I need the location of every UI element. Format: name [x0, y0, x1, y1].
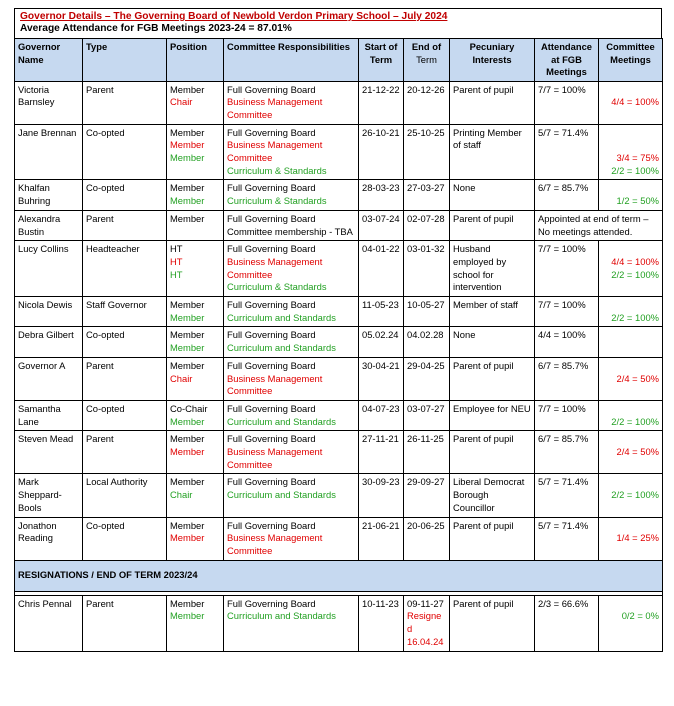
- committee-meetings-line: [602, 182, 659, 195]
- committee-meetings: [599, 297, 663, 327]
- governor-type: Parent: [83, 595, 167, 651]
- governor-committees-line: Curriculum and Standards: [227, 415, 336, 427]
- committee-meetings-line: 2/2 = 100%: [611, 311, 659, 323]
- governor-name: Khalfan Buhring: [15, 180, 83, 210]
- committee-meetings-line: 4/4 = 100%: [611, 96, 659, 108]
- committee-meetings-line: [602, 84, 659, 97]
- pecuniary-interests: Parent of pupil: [450, 210, 535, 240]
- table-row: [15, 517, 663, 560]
- governor-committees: [224, 241, 359, 297]
- fgb-attendance: 2/3 = 66.6%: [535, 595, 599, 651]
- pecuniary-interests: Member of staff: [450, 297, 535, 327]
- governor-committees: [224, 431, 359, 474]
- governor-committees: [224, 357, 359, 400]
- col-header-pecuniary: Pecuniary Interests: [450, 39, 535, 82]
- term-end: 09-11-27 Resigned 16.04.24: [404, 595, 450, 651]
- governor-name: Chris Pennal: [15, 595, 83, 651]
- term-start: 30-09-23: [359, 474, 404, 517]
- document-header: [14, 8, 662, 38]
- fgb-attendance: 7/7 = 100%: [535, 241, 599, 297]
- fgb-attendance: 5/7 = 71.4%: [535, 517, 599, 560]
- governor-position-line: Member: [170, 610, 205, 622]
- resigned-row: [15, 595, 663, 651]
- committee-meetings-line: [602, 403, 659, 416]
- governor-table: [14, 38, 663, 652]
- governor-position-line: Co-Chair: [170, 402, 208, 414]
- governor-committees-line: Full Governing Board: [227, 243, 316, 255]
- governor-committees: [224, 180, 359, 210]
- governor-type: Co-opted: [83, 400, 167, 430]
- governor-committees: [224, 595, 359, 651]
- attendance-note: Appointed at end of term – No meetings attended.: [535, 210, 663, 240]
- pecuniary-interests: Liberal Democrat Borough Councillor: [450, 474, 535, 517]
- governor-type: Parent: [83, 357, 167, 400]
- committee-meetings-line: [602, 243, 659, 256]
- governor-committees-line: Business Management Committee: [227, 139, 323, 164]
- committee-meetings-line: 2/2 = 100%: [611, 164, 659, 176]
- governor-committees-line: Full Governing Board: [227, 402, 316, 414]
- committee-meetings: [599, 180, 663, 210]
- average-attendance: Average Attendance for FGB Meetings 2023-24 = 87.01%: [20, 23, 292, 34]
- governor-position-line: Member: [170, 139, 205, 151]
- governor-position: [167, 595, 224, 651]
- table-row: [15, 327, 663, 357]
- term-start: 04-07-23: [359, 400, 404, 430]
- pecuniary-interests: Parent of pupil: [450, 81, 535, 124]
- governor-committees-line: Full Governing Board: [227, 83, 316, 95]
- governor-committees-line: Business Management Committee: [227, 372, 323, 397]
- document-title: Governor Details – The Governing Board of Newbold Verdon Primary School – July 2024: [20, 11, 448, 22]
- governor-position: [167, 431, 224, 474]
- governor-committees-line: Curriculum and Standards: [227, 311, 336, 323]
- governor-committees-line: Full Governing Board: [227, 329, 316, 341]
- pecuniary-interests: Employee for NEU: [450, 400, 535, 430]
- col-header-committee-meetings: Committee Meetings: [599, 39, 663, 82]
- pecuniary-interests: Parent of pupil: [450, 431, 535, 474]
- governor-position-line: HT: [170, 255, 183, 267]
- governor-position: [167, 400, 224, 430]
- governor-type: Headteacher: [83, 241, 167, 297]
- governor-name: Jane Brennan: [15, 124, 83, 180]
- governor-committees-line: Full Governing Board: [227, 433, 316, 445]
- committee-meetings: [599, 517, 663, 560]
- governor-position-line: Member: [170, 195, 205, 207]
- fgb-attendance: 6/7 = 85.7%: [535, 431, 599, 474]
- committee-meetings-line: 1/4 = 25%: [616, 532, 659, 544]
- term-end: 25-10-25: [404, 124, 450, 180]
- committee-meetings-line: 2/4 = 50%: [616, 446, 659, 458]
- governor-position-line: Member: [170, 212, 205, 224]
- pecuniary-interests: Parent of pupil: [450, 517, 535, 560]
- header-row: [15, 39, 663, 82]
- term-end: 04.02.28: [404, 327, 450, 357]
- pecuniary-interests: None: [450, 180, 535, 210]
- committee-meetings-line: [602, 139, 659, 152]
- governor-type: Parent: [83, 81, 167, 124]
- governor-committees-line: Full Governing Board: [227, 476, 316, 488]
- governor-name: Jonathon Reading: [15, 517, 83, 560]
- committee-meetings-line: [602, 299, 659, 312]
- governor-position-line: Member: [170, 299, 205, 311]
- governor-committees-line: Committee membership - TBA: [227, 225, 353, 237]
- governor-type: Co-opted: [83, 327, 167, 357]
- committee-meetings: [599, 595, 663, 651]
- term-end: 20-12-26: [404, 81, 450, 124]
- governor-type: Co-opted: [83, 180, 167, 210]
- term-start: 10-11-23: [359, 595, 404, 651]
- committee-meetings: [599, 400, 663, 430]
- term-end: 02-07-28: [404, 210, 450, 240]
- committee-meetings-line: 2/2 = 100%: [611, 268, 659, 280]
- governor-committees-line: Full Governing Board: [227, 212, 316, 224]
- governor-name: Governor A: [15, 357, 83, 400]
- governor-position-line: Member: [170, 476, 205, 488]
- governor-position-line: Member: [170, 446, 205, 458]
- committee-meetings: [599, 327, 663, 357]
- committee-meetings-line: [602, 127, 659, 140]
- governor-committees-line: Business Management Committee: [227, 532, 323, 556]
- governor-committees-line: Full Governing Board: [227, 597, 316, 609]
- governor-type: Local Authority: [83, 474, 167, 517]
- committee-meetings: [599, 124, 663, 180]
- governor-committees-line: Business Management Committee: [227, 446, 323, 470]
- governor-committees-line: Curriculum and Standards: [227, 489, 336, 501]
- table-row: [15, 241, 663, 297]
- governor-position-line: Member: [170, 152, 205, 164]
- term-start: 03-07-24: [359, 210, 404, 240]
- term-end: 03-01-32: [404, 241, 450, 297]
- committee-meetings-line: [602, 520, 659, 533]
- governor-position: [167, 357, 224, 400]
- governor-position-line: Member: [170, 329, 205, 341]
- governor-position-line: Chair: [170, 372, 193, 384]
- governor-name: Debra Gilbert: [15, 327, 83, 357]
- term-end: 03-07-27: [404, 400, 450, 430]
- governor-position: [167, 517, 224, 560]
- pecuniary-interests: Parent of pupil: [450, 357, 535, 400]
- committee-meetings-line: [602, 476, 659, 489]
- col-header-committees: Committee Responsibilities: [224, 39, 359, 82]
- fgb-attendance: 5/7 = 71.4%: [535, 124, 599, 180]
- committee-meetings-line: 3/4 = 75%: [616, 152, 659, 164]
- governor-position: [167, 474, 224, 517]
- governor-committees-line: Full Governing Board: [227, 182, 316, 194]
- governor-position: [167, 81, 224, 124]
- col-header-end: End of Term: [404, 39, 450, 82]
- committee-meetings: [599, 357, 663, 400]
- resignations-heading: RESIGNATIONS / END OF TERM 2023/24: [15, 560, 663, 591]
- governor-committees-line: Curriculum and Standards: [227, 610, 336, 622]
- governor-name: Lucy Collins: [15, 241, 83, 297]
- resigned-note: Resigned 16.04.24: [407, 610, 444, 647]
- table-row: [15, 210, 663, 240]
- governor-position: [167, 124, 224, 180]
- governor-committees-line: Business Management Committee: [227, 96, 323, 120]
- term-end: 26-11-25: [404, 431, 450, 474]
- governor-position-line: Member: [170, 433, 205, 445]
- governor-position: [167, 327, 224, 357]
- table-row: [15, 431, 663, 474]
- committee-meetings-line: 1/2 = 50%: [616, 195, 659, 207]
- col-header-position: Position: [167, 39, 224, 82]
- governor-position: [167, 241, 224, 297]
- term-end: 20-06-25: [404, 517, 450, 560]
- governor-position-line: HT: [170, 243, 183, 255]
- committee-meetings-line: 2/2 = 100%: [611, 489, 659, 501]
- table-row: [15, 297, 663, 327]
- table-row: [15, 474, 663, 517]
- fgb-attendance: 7/7 = 100%: [535, 297, 599, 327]
- governor-type: Co-opted: [83, 124, 167, 180]
- governor-name: Nicola Dewis: [15, 297, 83, 327]
- governor-position: [167, 180, 224, 210]
- committee-meetings-line: [602, 360, 659, 373]
- term-start: 21-06-21: [359, 517, 404, 560]
- pecuniary-interests: Parent of pupil: [450, 595, 535, 651]
- term-end: 27-03-27: [404, 180, 450, 210]
- committee-meetings: [599, 241, 663, 297]
- governor-committees: [224, 400, 359, 430]
- committee-meetings-line: 0/2 = 0%: [621, 610, 659, 622]
- fgb-attendance: 5/7 = 71.4%: [535, 474, 599, 517]
- governor-committees-line: Curriculum and Standards: [227, 342, 336, 354]
- committee-meetings: [599, 431, 663, 474]
- governor-position-line: Member: [170, 126, 205, 138]
- term-start: 21-12-22: [359, 81, 404, 124]
- table-row: [15, 81, 663, 124]
- governor-committees: [224, 124, 359, 180]
- governor-position-line: Member: [170, 532, 205, 544]
- governor-committees-line: Curriculum & Standards: [227, 164, 327, 176]
- governor-position-line: Chair: [170, 96, 193, 108]
- governor-position-line: Member: [170, 342, 205, 354]
- committee-meetings-line: [602, 433, 659, 446]
- pecuniary-interests: None: [450, 327, 535, 357]
- governor-position: [167, 297, 224, 327]
- col-header-type: Type: [83, 39, 167, 82]
- governor-position-line: Member: [170, 311, 205, 323]
- governor-committees: [224, 297, 359, 327]
- governor-name: Samantha Lane: [15, 400, 83, 430]
- governor-type: Parent: [83, 431, 167, 474]
- governor-position-line: Member: [170, 519, 205, 531]
- governor-position-line: Member: [170, 415, 205, 427]
- governor-committees: [224, 81, 359, 124]
- governor-type: Co-opted: [83, 517, 167, 560]
- table-row: [15, 400, 663, 430]
- term-start: 27-11-21: [359, 431, 404, 474]
- governor-type: Parent: [83, 210, 167, 240]
- governor-committees: [224, 474, 359, 517]
- governor-position-line: Member: [170, 83, 205, 95]
- term-start: 28-03-23: [359, 180, 404, 210]
- term-start: 11-05-23: [359, 297, 404, 327]
- term-end: 29-04-25: [404, 357, 450, 400]
- governor-committees: [224, 210, 359, 240]
- term-start: 30-04-21: [359, 357, 404, 400]
- governor-committees-line: Full Governing Board: [227, 126, 316, 138]
- governor-committees-line: Full Governing Board: [227, 299, 316, 311]
- governor-position-line: Member: [170, 182, 205, 194]
- table-row: [15, 357, 663, 400]
- pecuniary-interests: Printing Member of staff: [450, 124, 535, 180]
- fgb-attendance: 7/7 = 100%: [535, 81, 599, 124]
- governor-type: Staff Governor: [83, 297, 167, 327]
- governor-committees-line: Business Management Committee: [227, 255, 323, 280]
- fgb-attendance: 4/4 = 100%: [535, 327, 599, 357]
- governor-name: Alexandra Bustin: [15, 210, 83, 240]
- governor-committees-line: Curriculum & Standards: [227, 281, 327, 293]
- fgb-attendance: 7/7 = 100%: [535, 400, 599, 430]
- term-start: 26-10-21: [359, 124, 404, 180]
- col-header-name: Governor Name: [15, 39, 83, 82]
- committee-meetings-line: 4/4 = 100%: [611, 255, 659, 267]
- governor-committees: [224, 517, 359, 560]
- governor-committees-line: Full Governing Board: [227, 359, 316, 371]
- governor-name: Victoria Barnsley: [15, 81, 83, 124]
- col-header-attendance: Attendance at FGB Meetings: [535, 39, 599, 82]
- document-page: [14, 8, 662, 652]
- pecuniary-interests: Husband employed by school for intervention: [450, 241, 535, 297]
- governor-position-line: Member: [170, 359, 205, 371]
- committee-meetings: [599, 81, 663, 124]
- term-end: 10-05-27: [404, 297, 450, 327]
- term-start: 05.02.24: [359, 327, 404, 357]
- governor-position-line: HT: [170, 268, 183, 280]
- fgb-attendance: 6/7 = 85.7%: [535, 357, 599, 400]
- table-row: [15, 180, 663, 210]
- term-end: 29-09-27: [404, 474, 450, 517]
- governor-committees-line: Full Governing Board: [227, 519, 316, 531]
- governor-name: Mark Sheppard-Bools: [15, 474, 83, 517]
- col-header-start: Start of Term: [359, 39, 404, 82]
- governor-committees: [224, 327, 359, 357]
- committee-meetings: [599, 474, 663, 517]
- governor-position: [167, 210, 224, 240]
- governor-name: Steven Mead: [15, 431, 83, 474]
- committee-meetings-line: 2/4 = 50%: [616, 372, 659, 384]
- committee-meetings-line: 2/2 = 100%: [611, 415, 659, 427]
- committee-meetings-line: [602, 598, 659, 611]
- table-row: [15, 124, 663, 180]
- governor-position-line: Chair: [170, 489, 193, 501]
- governor-position-line: Member: [170, 597, 205, 609]
- resignations-section: [15, 560, 663, 591]
- fgb-attendance: 6/7 = 85.7%: [535, 180, 599, 210]
- term-start: 04-01-22: [359, 241, 404, 297]
- governor-committees-line: Curriculum & Standards: [227, 195, 327, 207]
